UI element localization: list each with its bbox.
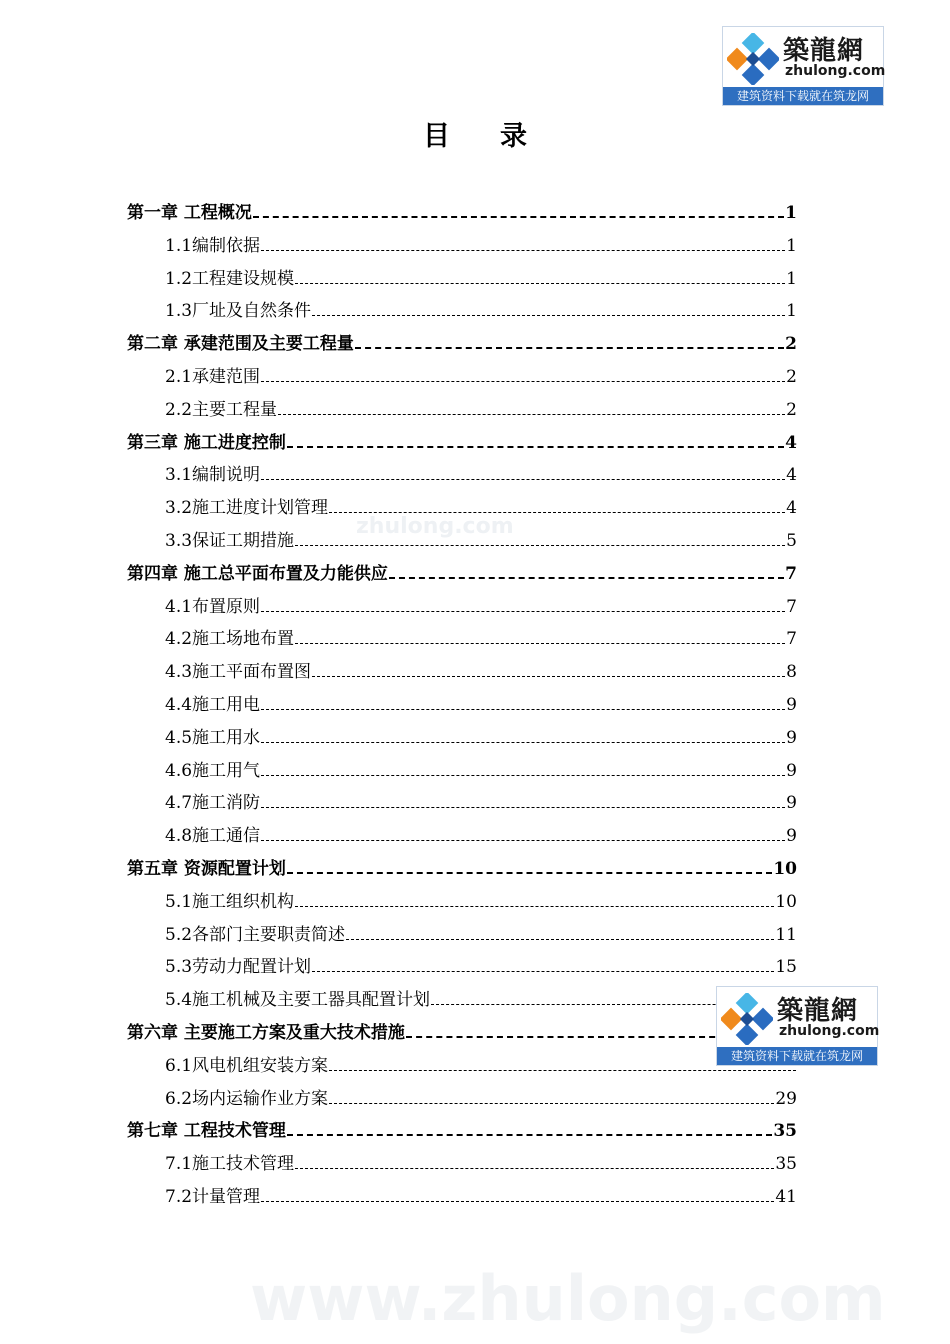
toc-section-row (165, 1145, 797, 1175)
toc-page-number: 10 (775, 891, 797, 912)
logo-top (722, 26, 884, 106)
toc-page-number: 2 (786, 367, 797, 387)
toc-section-row (165, 1080, 797, 1110)
toc-section-row (165, 391, 797, 421)
toc-page-number: 8 (786, 662, 797, 683)
toc-leader-dashes (261, 1200, 774, 1202)
logo-slogan: 建筑资料下载就在筑龙网 (717, 1047, 877, 1065)
toc-entry-label: 3.2施工进度计划管理 (165, 498, 329, 519)
toc-section-row (165, 686, 797, 716)
toc-page-number: 7 (785, 563, 797, 584)
logo-slogan: 建筑资料下载就在筑龙网 (723, 87, 883, 105)
toc-leader-dashes (261, 249, 785, 251)
toc-page-number: 4 (786, 465, 797, 486)
zhulong-logo-icon (721, 993, 773, 1045)
toc-leader-dashes (295, 282, 785, 284)
toc-section-row (165, 489, 797, 519)
toc-leader-dashes (329, 1102, 774, 1104)
toc-section-row (165, 916, 797, 946)
toc-page-number: 11 (775, 924, 797, 945)
toc-leader-dashes (312, 314, 785, 316)
toc-page-number: 1 (786, 301, 797, 322)
toc-page-number: 7 (786, 629, 797, 650)
toc-page-number: 35 (775, 1154, 797, 1175)
toc-chapter-row (127, 424, 797, 454)
toc-entry-label: 第二章 承建范围及主要工程量 (127, 334, 354, 355)
toc-section-row (165, 292, 797, 322)
toc-section-row (165, 227, 797, 257)
toc-entry-label: 第一章 工程概况 (127, 203, 252, 223)
toc-entry-label: 第三章 施工进度控制 (127, 432, 286, 453)
toc-section-row (165, 620, 797, 650)
toc-leader-dashes (261, 741, 785, 743)
logo-domain: zhulong.com (779, 1023, 880, 1039)
toc-section-row (165, 358, 797, 388)
toc-leader-dashes (261, 478, 785, 480)
toc-page-number: 5 (786, 531, 797, 551)
toc-chapter-row (127, 850, 797, 880)
toc-entry-label: 7.2计量管理 (165, 1187, 261, 1207)
toc-page-number: 9 (786, 826, 797, 847)
toc-section-row (165, 456, 797, 486)
toc-entry-label: 6.2场内运输作业方案 (165, 1088, 329, 1109)
toc-section-row (165, 752, 797, 782)
toc-page-number: 1 (786, 235, 797, 256)
toc-page-number: 10 (773, 859, 797, 879)
toc-entry-label: 4.8施工通信 (165, 826, 261, 847)
toc-leader-dashes (329, 1069, 796, 1071)
toc-entry-label: 4.2施工场地布置 (165, 629, 295, 650)
toc-leader-dashes (261, 774, 785, 776)
toc-page-number: 1 (786, 268, 797, 289)
toc-entry-label: 4.7施工消防 (165, 793, 261, 814)
toc-chapter-row (127, 194, 797, 224)
toc-page-number: 41 (775, 1187, 797, 1207)
toc-leader-dashes (287, 445, 784, 448)
toc-section-row (165, 784, 797, 814)
toc-entry-label: 6.1风电机组安装方案 (165, 1055, 329, 1076)
toc-leader-dashes (261, 380, 785, 382)
toc-leader-dashes (355, 346, 784, 349)
toc-entry-label: 3.3保证工期措施 (165, 531, 295, 551)
toc-page-number: 15 (775, 957, 797, 978)
logo-overlay (716, 986, 878, 1066)
toc-entry-label: 第六章 主要施工方案及重大技术措施 (127, 1023, 405, 1043)
toc-leader-dashes (261, 839, 785, 841)
logo-domain: zhulong.com (785, 63, 886, 79)
toc-chapter-row (127, 325, 797, 355)
toc-leader-dashes (312, 675, 785, 677)
watermark-domain: zhulong.com (356, 514, 514, 539)
toc-leader-dashes (295, 905, 774, 907)
toc-page-number: 9 (786, 695, 797, 715)
toc-chapter-row (127, 1112, 797, 1142)
toc-entry-label: 4.4施工用电 (165, 695, 261, 715)
toc-section-row (165, 817, 797, 847)
toc-section-row (165, 981, 797, 1011)
toc-leader-dashes (287, 871, 772, 874)
title-char-1: 目 (423, 121, 450, 152)
toc-leader-dashes (312, 970, 774, 972)
toc-page-number: 9 (786, 760, 797, 781)
toc-leader-dashes (261, 806, 785, 808)
toc-section-row (165, 260, 797, 290)
toc-page-number: 9 (786, 793, 797, 814)
toc-chapter-row (127, 555, 797, 585)
toc-section-row (165, 522, 797, 552)
logo-name-cn: 築龍網 (783, 36, 865, 66)
toc-page-number: 7 (786, 596, 797, 617)
toc-section-row (165, 588, 797, 618)
toc-entry-label: 4.6施工用气 (165, 760, 261, 781)
toc-section-row (165, 719, 797, 749)
toc-section-row (165, 653, 797, 683)
title-char-2: 录 (500, 121, 527, 152)
toc-leader-dashes (295, 642, 785, 644)
toc-entry-label: 4.3施工平面布置图 (165, 662, 312, 683)
toc-entry-label: 第四章 施工总平面布置及力能供应 (127, 563, 388, 584)
toc-entry-label: 5.3劳动力配置计划 (165, 957, 312, 978)
toc-entry-label: 3.1编制说明 (165, 465, 261, 486)
toc-page-number: 35 (773, 1121, 797, 1142)
toc-page-number: 1 (785, 203, 797, 223)
toc-entry-label: 1.2工程建设规模 (165, 268, 295, 289)
toc-page-number: 4 (785, 432, 797, 453)
toc-entry-label: 2.2主要工程量 (165, 399, 278, 420)
toc-entry-label: 4.5施工用水 (165, 727, 261, 748)
toc-entry-label: 5.4施工机械及主要工器具配置计划 (165, 990, 431, 1011)
toc-page-number: 2 (786, 399, 797, 420)
toc-leader-dashes (287, 1133, 772, 1136)
toc-leader-dashes (295, 544, 785, 546)
toc-page-number: 4 (786, 498, 797, 519)
toc-entry-label: 7.1施工技术管理 (165, 1154, 295, 1175)
toc-entry-label: 5.2各部门主要职责简述 (165, 924, 346, 945)
toc-leader-dashes (253, 215, 784, 218)
toc-entry-label: 第五章 资源配置计划 (127, 859, 286, 879)
toc-leader-dashes (295, 1167, 774, 1169)
toc-leader-dashes (278, 413, 785, 415)
toc-section-row (165, 883, 797, 913)
toc-section-row (165, 1047, 797, 1077)
toc-leader-dashes (261, 610, 785, 612)
toc-page-number: 29 (775, 1088, 797, 1109)
page-title (0, 114, 950, 153)
toc-entry-label: 1.3厂址及自然条件 (165, 301, 312, 322)
toc-entry-label: 1.1编制依据 (165, 235, 261, 256)
toc-leader-dashes (261, 708, 785, 710)
toc-page-number: 2 (785, 334, 797, 355)
toc-entry-label: 5.1施工组织机构 (165, 891, 295, 912)
toc-page-number: 9 (786, 727, 797, 748)
toc-section-row (165, 1178, 797, 1208)
toc-leader-dashes (346, 938, 774, 940)
toc-entry-label: 2.1承建范围 (165, 367, 261, 387)
toc-leader-dashes (389, 576, 784, 579)
toc-entry-label: 第七章 工程技术管理 (127, 1121, 286, 1142)
toc-entry-label: 4.1布置原则 (165, 596, 261, 617)
toc-chapter-row (127, 1014, 797, 1044)
toc-section-row (165, 948, 797, 978)
toc-leader-dashes (329, 511, 785, 513)
logo-name-cn: 築龍網 (777, 996, 859, 1026)
watermark-large: www.zhulong.com (250, 1262, 886, 1335)
zhulong-logo-icon (727, 33, 779, 85)
